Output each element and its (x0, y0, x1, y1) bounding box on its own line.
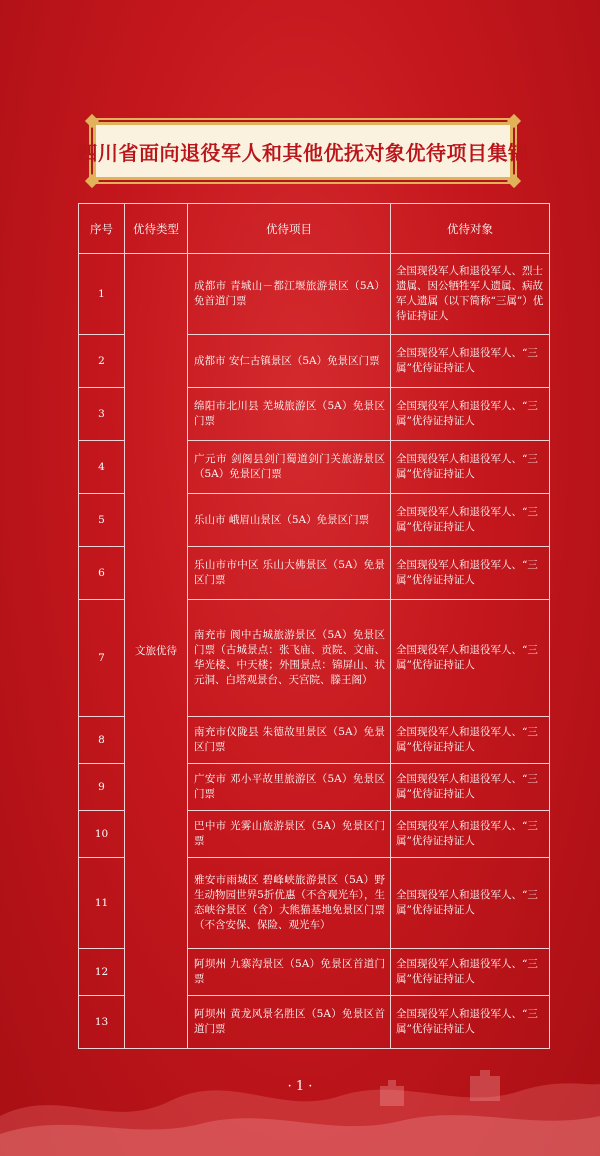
cell-no: 5 (79, 494, 125, 547)
cell-project: 广安市 邓小平故里旅游区（5A）免景区门票 (188, 764, 391, 811)
cell-no: 4 (79, 441, 125, 494)
cell-target: 全国现役军人和退役军人、“三属”优待证持证人 (391, 388, 550, 441)
cell-project: 南充市仪陇县 朱德故里景区（5A）免景区门票 (188, 717, 391, 764)
cell-target: 全国现役军人和退役军人、“三属”优待证持证人 (391, 717, 550, 764)
cell-project: 巴中市 光雾山旅游景区（5A）免景区门票 (188, 811, 391, 858)
cell-project: 南充市 阆中古城旅游景区（5A）免景区门票（古城景点：张飞庙、贡院、文庙、华光楼、中天楼；外围景点：锦屏山、状元洞、白塔观景台、天宫院、滕王阁） (188, 600, 391, 717)
banner-corner-ornament (507, 174, 521, 188)
cell-target: 全国现役军人和退役军人、“三属”优待证持证人 (391, 996, 550, 1049)
cell-target: 全国现役军人和退役军人、“三属”优待证持证人 (391, 547, 550, 600)
cell-target: 全国现役军人和退役军人、“三属”优待证持证人 (391, 600, 550, 717)
banner-corner-ornament (85, 174, 99, 188)
cell-target: 全国现役军人和退役军人、烈士遗属、因公牺牲军人遗属、病故军人遗属（以下简称“三属”）优待证持证人 (391, 254, 550, 335)
cell-target: 全国现役军人和退役军人、“三属”优待证持证人 (391, 441, 550, 494)
cell-no: 12 (79, 949, 125, 996)
cell-target: 全国现役军人和退役军人、“三属”优待证持证人 (391, 764, 550, 811)
cell-project: 绵阳市北川县 羌城旅游区（5A）免景区门票 (188, 388, 391, 441)
header-target: 优待对象 (391, 204, 550, 254)
header-no: 序号 (79, 204, 125, 254)
cell-project: 成都市 安仁古镇景区（5A）免景区门票 (188, 335, 391, 388)
cell-no: 2 (79, 335, 125, 388)
table-row (79, 254, 550, 335)
header-project: 优待项目 (188, 204, 391, 254)
cell-project: 阿坝州 黄龙风景名胜区（5A）免景区首道门票 (188, 996, 391, 1049)
header-category: 优待类型 (125, 204, 188, 254)
page-number: · 1 · (287, 1079, 313, 1094)
cell-target: 全国现役军人和退役军人、“三属”优待证持证人 (391, 949, 550, 996)
great-wall-decoration (0, 1046, 600, 1156)
cell-project: 阿坝州 九寨沟景区（5A）免景区首道门票 (188, 949, 391, 996)
cell-target: 全国现役军人和退役军人、“三属”优待证持证人 (391, 494, 550, 547)
title-banner (77, 122, 529, 180)
cell-no: 10 (79, 811, 125, 858)
cell-target: 全国现役军人和退役军人、“三属”优待证持证人 (391, 335, 550, 388)
cell-project: 雅安市雨城区 碧峰峡旅游景区（5A）野生动物园世界5折优惠（不含观光车），生态峡谷景区（含）大熊猫基地免景区门票（不含安保、保险、观光车） (188, 858, 391, 949)
cell-project: 乐山市市中区 乐山大佛景区（5A）免景区门票 (188, 547, 391, 600)
banner-corner-ornament (85, 114, 99, 128)
cell-no: 8 (79, 717, 125, 764)
cell-target: 全国现役军人和退役军人、“三属”优待证持证人 (391, 858, 550, 949)
cell-project: 成都市 青城山－都江堰旅游景区（5A）免首道门票 (188, 254, 391, 335)
cell-project: 广元市 剑阁县剑门蜀道剑门关旅游景区（5A）免景区门票 (188, 441, 391, 494)
cell-no: 6 (79, 547, 125, 600)
cell-no: 11 (79, 858, 125, 949)
cell-no: 13 (79, 996, 125, 1049)
cell-target: 全国现役军人和退役军人、“三属”优待证持证人 (391, 811, 550, 858)
cell-project: 乐山市 峨眉山景区（5A）免景区门票 (188, 494, 391, 547)
cell-no: 9 (79, 764, 125, 811)
cell-no: 3 (79, 388, 125, 441)
cell-no: 7 (79, 600, 125, 717)
page-title: 四川省面向退役军人和其他优抚对象优待项目集锦 (77, 140, 529, 165)
table-header-row (79, 204, 550, 254)
cell-no: 1 (79, 254, 125, 335)
benefits-table (78, 203, 550, 1049)
table-body (79, 254, 550, 1049)
banner-corner-ornament (507, 114, 521, 128)
cell-category: 文旅优待 (125, 254, 188, 1049)
